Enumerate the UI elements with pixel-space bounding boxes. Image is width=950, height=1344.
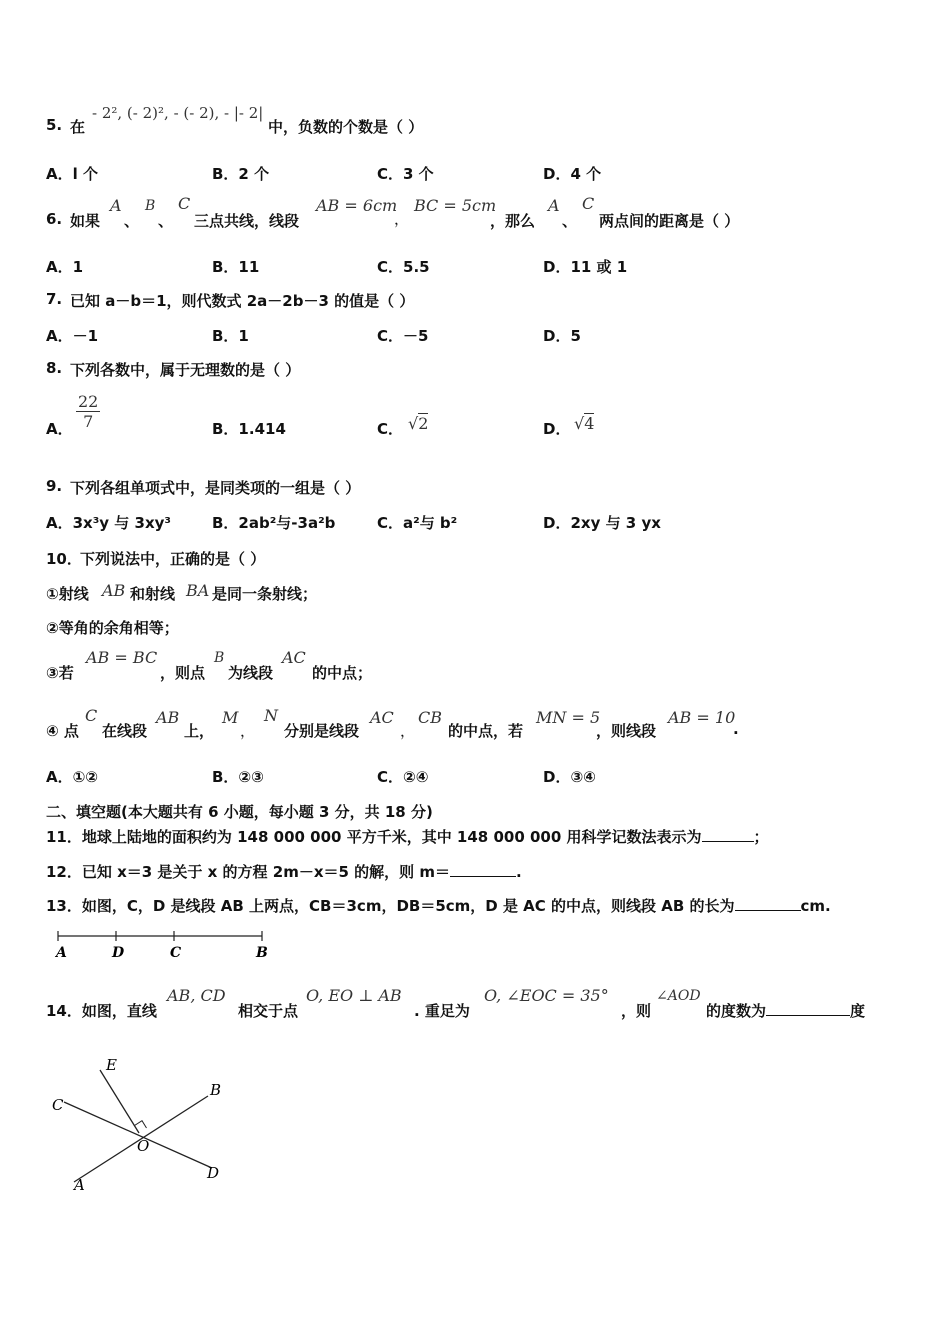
q12-end: . xyxy=(516,863,522,881)
q13-answer-blank[interactable] xyxy=(735,896,801,911)
q10-s4-e: 的中点，若 xyxy=(448,722,524,740)
q5-number: 5. xyxy=(46,116,63,134)
q10-number: 10． xyxy=(46,550,82,568)
q11-answer-blank[interactable] xyxy=(702,827,754,842)
label-a: A xyxy=(56,945,67,961)
q10-s1-b: 和射线 xyxy=(130,585,176,603)
q11-end: ； xyxy=(753,828,769,846)
radicand-d: 4 xyxy=(584,414,595,433)
label-c: C xyxy=(170,945,182,961)
q10-s4-d: 分别是线段 xyxy=(284,722,360,740)
label-a: A xyxy=(74,1176,85,1194)
q10-s3-d: 的中点； xyxy=(312,664,373,682)
q8-options xyxy=(0,392,950,442)
q10-s3-b: ，则点 xyxy=(160,664,206,682)
q6-text-2: 三点共线，线段 xyxy=(194,212,300,230)
q6-point-c: C xyxy=(178,194,191,213)
q10-s4-b: 在线段 xyxy=(102,722,148,740)
q6-ab-length: AB = 6cm xyxy=(316,196,398,215)
q10-s4-mn: MN = 5 xyxy=(536,708,601,727)
q5-pre: 在 xyxy=(70,118,86,136)
q10-option-d[interactable]: D．③④ xyxy=(543,768,596,786)
q10-s4-comma2: ， xyxy=(400,722,416,740)
q6-point-a: A xyxy=(110,196,122,215)
q10-s1-c: 是同一条射线； xyxy=(212,585,318,603)
q10-option-c[interactable]: C．②④ xyxy=(377,768,429,786)
q10-s4-segment-ac: AC xyxy=(370,708,394,727)
q14-text-5: 的度数为 xyxy=(706,1002,767,1020)
q7-option-a[interactable]: A．－1 xyxy=(46,327,99,345)
q8-text: 下列各数中，属于无理数的是（ ） xyxy=(70,361,301,379)
q13-segment-figure xyxy=(50,928,280,962)
q6-comma: ， xyxy=(394,210,410,228)
q14-text-3: . 重足为 xyxy=(414,1002,470,1020)
q8-option-c-label[interactable]: C． xyxy=(377,420,404,438)
q14-figure xyxy=(44,1048,244,1198)
q6-point-c2: C xyxy=(582,194,595,213)
q12-answer-blank[interactable] xyxy=(450,862,516,877)
line-cd xyxy=(64,1102,212,1168)
label-e: E xyxy=(106,1056,117,1074)
q6-point-a2: A xyxy=(548,196,560,215)
label-c: C xyxy=(52,1096,64,1114)
q9-text: 下列各组单项式中，是同类项的一组是（ ） xyxy=(70,479,361,497)
q11-line xyxy=(46,826,769,847)
q5-post: 中，负数的个数是（ ） xyxy=(268,118,424,136)
q14-text-1: 14．如图，直线 xyxy=(46,1002,157,1020)
q9-option-b[interactable]: B．2ab²与-3a²b xyxy=(212,514,336,532)
q6-option-d[interactable]: D．11 或 1 xyxy=(543,258,628,276)
label-b: B xyxy=(210,1081,222,1099)
q7-option-b[interactable]: B．1 xyxy=(212,327,249,345)
q12-text: 12．已知 x＝3 是关于 x 的方程 2m－x＝5 的解，则 m＝ xyxy=(46,863,451,881)
q6-option-c[interactable]: C．5.5 xyxy=(377,258,430,276)
q14-angle-aod: ∠AOD xyxy=(656,988,701,1004)
q8-option-b[interactable]: B．1.414 xyxy=(212,420,286,438)
ray-eo xyxy=(100,1070,139,1133)
q12-line xyxy=(46,861,522,882)
q14-answer-blank[interactable] xyxy=(766,1001,850,1016)
q10-s4-segment-ab: AB xyxy=(156,708,180,727)
q6-sep-1: 、 xyxy=(124,212,140,230)
q8-option-d-label[interactable]: D． xyxy=(543,420,571,438)
q6-option-a[interactable]: A．1 xyxy=(46,258,84,276)
q10-s4-f: ，则线段 xyxy=(596,722,657,740)
fraction-numerator: 22 xyxy=(78,392,99,411)
q8-option-a-fraction xyxy=(76,392,100,431)
label-d: D xyxy=(207,1164,220,1182)
q10-option-b[interactable]: B．②③ xyxy=(212,768,264,786)
q14-text-4: ，则 xyxy=(621,1002,652,1020)
q9-option-a[interactable]: A．3x³y 与 3xy³ xyxy=(46,514,171,532)
q8-option-c-sqrt: √2 xyxy=(408,414,429,433)
q6-text-4: 两点间的距离是（ ） xyxy=(599,212,740,230)
q10-s4-ab-value: AB = 10 xyxy=(668,708,736,727)
q8-option-d-sqrt: √4 xyxy=(574,414,595,433)
q10-s3-point-b: B xyxy=(214,650,225,666)
q10-s4-a: ④ 点 xyxy=(46,722,79,740)
q10-text: 下列说法中，正确的是（ ） xyxy=(80,550,266,568)
q10-s4-point-n: N xyxy=(264,706,278,725)
q5-option-c[interactable]: C．3 个 xyxy=(377,165,434,183)
q7-option-c[interactable]: C．－5 xyxy=(377,327,429,345)
q14-tail xyxy=(706,1000,865,1021)
q8-option-a-label[interactable]: A． xyxy=(46,420,73,438)
q6-text-3: ，那么 xyxy=(490,212,536,230)
q10-s1-ray-ab: AB xyxy=(102,581,126,600)
q14-angle-eoc: O, ∠EOC = 35° xyxy=(484,986,609,1005)
q9-number: 9. xyxy=(46,477,63,495)
radicand-c: 2 xyxy=(418,414,429,433)
q10-s4-point-m: M xyxy=(222,708,239,727)
label-b: B xyxy=(256,945,268,961)
q14-lines: AB, CD xyxy=(167,986,226,1005)
q13-line xyxy=(46,895,831,916)
q6-sep-3: 、 xyxy=(562,212,578,230)
label-o: O xyxy=(137,1137,150,1155)
q8-number: 8. xyxy=(46,359,63,377)
q13-end: cm. xyxy=(800,897,831,915)
q14-text-2: 相交于点 xyxy=(238,1002,299,1020)
q11-text: 11．地球上陆地的面积约为 148 000 000 平方千米，其中 148 000 000 用科学记数法表示为 xyxy=(46,828,702,846)
q10-s4-point-c: C xyxy=(85,706,98,725)
q7-number: 7. xyxy=(46,290,63,308)
q5-expression: - 2², (- 2)², - (- 2), - |- 2| xyxy=(92,104,264,122)
q6-text-1: 如果 xyxy=(70,212,101,230)
q9-option-c[interactable]: C．a²与 b² xyxy=(377,514,458,532)
q6-point-b: B xyxy=(145,198,156,214)
label-d: D xyxy=(112,945,125,961)
fraction-denominator: 7 xyxy=(83,412,94,431)
q5-option-b[interactable]: B．2 个 xyxy=(212,165,270,183)
q10-option-a[interactable]: A．①② xyxy=(46,768,99,786)
q10-s3-c: 为线段 xyxy=(228,664,274,682)
q10-s1-ray-ba: BA xyxy=(186,581,210,600)
q14-end: 度 xyxy=(850,1002,866,1020)
q5-option-a[interactable]: A．l 个 xyxy=(46,165,98,183)
q10-s3-eq: AB = BC xyxy=(86,648,158,667)
q14-perpendicular: O, EO ⊥ AB xyxy=(306,986,402,1005)
q6-bc-length: BC = 5cm xyxy=(414,196,497,215)
q7-option-d[interactable]: D．5 xyxy=(543,327,581,345)
q10-s4-c: 上， xyxy=(184,722,215,740)
q9-option-d[interactable]: D．2xy 与 3 yx xyxy=(543,514,661,532)
section-2-title: 二、填空题(本大题共有 6 小题，每小题 3 分，共 18 分) xyxy=(46,803,433,821)
q6-number: 6. xyxy=(46,210,63,228)
right-angle-mark xyxy=(135,1121,147,1128)
q10-s4-g: . xyxy=(733,720,739,738)
q7-text: 已知 a－b＝1，则代数式 2a－2b－3 的值是（ ） xyxy=(70,292,415,310)
q10-s3-a: ③若 xyxy=(46,664,74,682)
q6-sep-2: 、 xyxy=(158,212,174,230)
q10-s1-a: ①射线 xyxy=(46,585,89,603)
q5-option-d[interactable]: D．4 个 xyxy=(543,165,602,183)
q10-s3-segment-ac: AC xyxy=(282,648,306,667)
q10-s4-comma: ， xyxy=(240,722,256,740)
q6-option-b[interactable]: B．11 xyxy=(212,258,260,276)
q10-s4-segment-cb: CB xyxy=(418,708,442,727)
q10-s2: ②等角的余角相等； xyxy=(46,619,179,637)
q13-text: 13．如图，C，D 是线段 AB 上两点，CB＝3cm，DB＝5cm，D 是 AC 的中点，则线段 AB 的长为 xyxy=(46,897,735,915)
